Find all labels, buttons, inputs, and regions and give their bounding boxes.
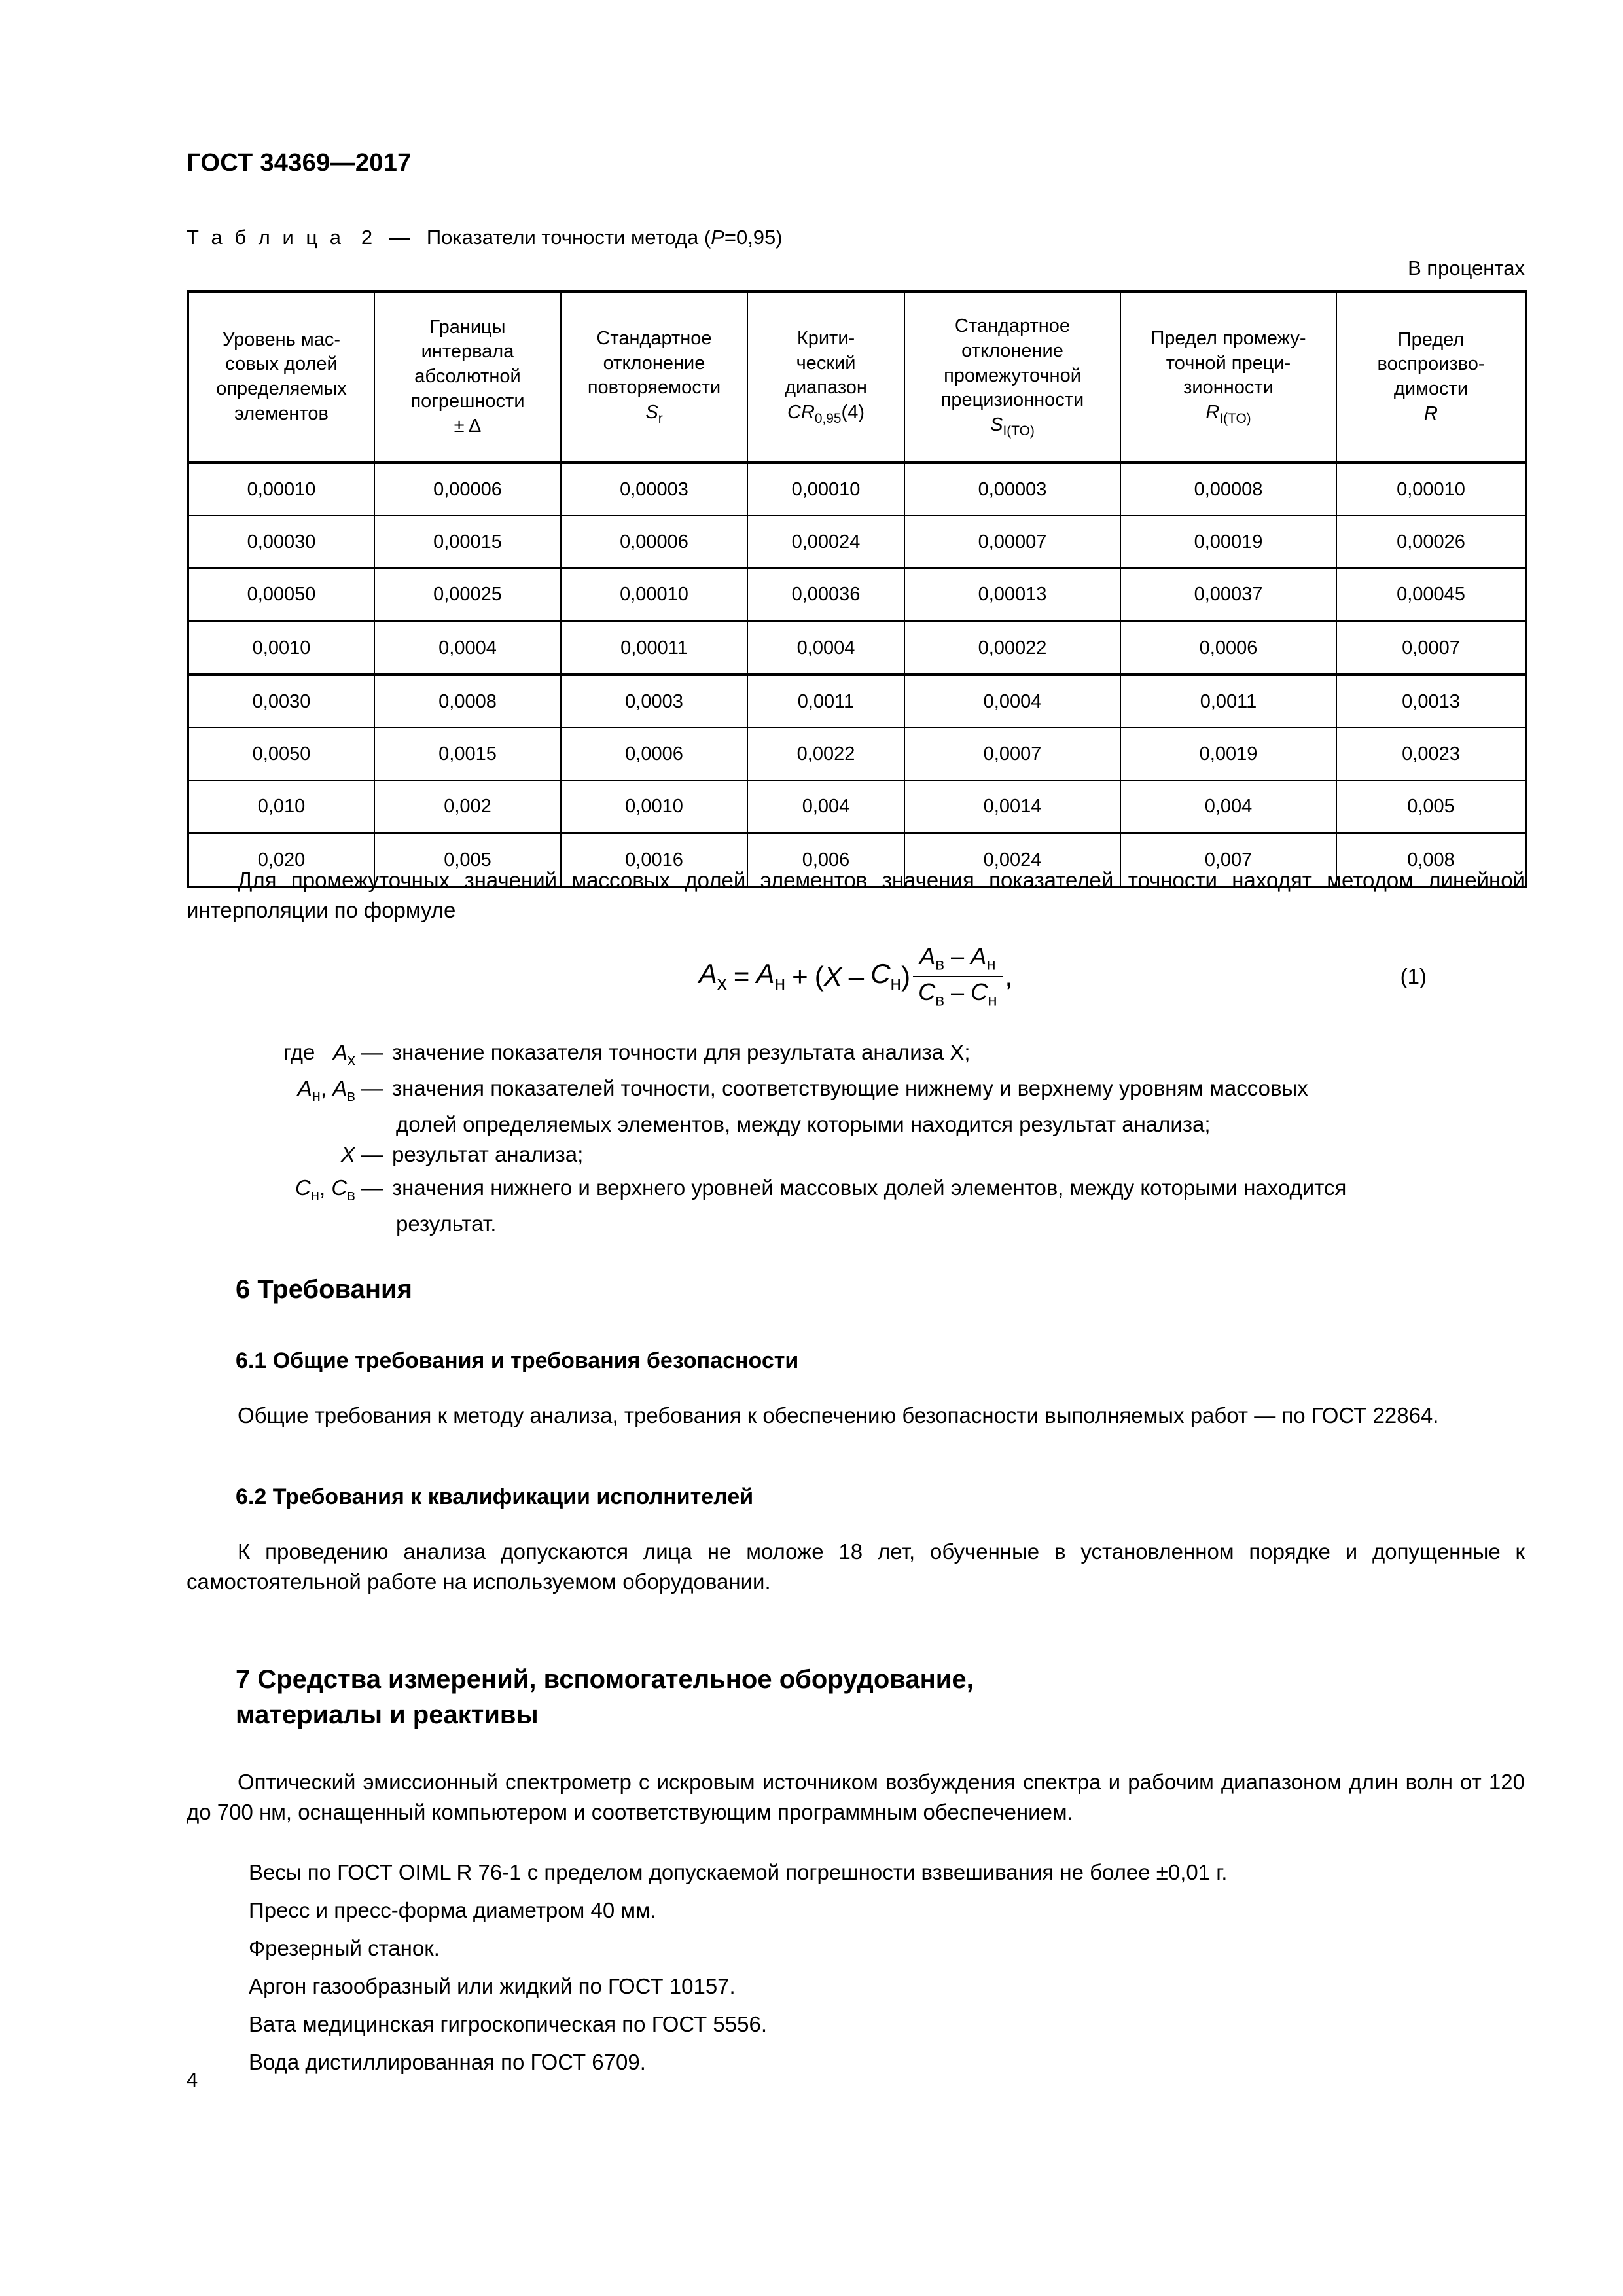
table-cell: 0,00011: [561, 621, 747, 675]
table-cell: 0,00010: [561, 568, 747, 621]
table-cell: 0,0004: [747, 621, 904, 675]
table-cell: 0,005: [374, 833, 561, 887]
table-units-note: В процентах: [1408, 257, 1525, 279]
col-header-si: Стандартное отклонение промежуточной прецизионности $S_{I(TO)}$: [904, 291, 1120, 463]
col-header-ri: Предел промежу- точной преци- зионности $R_{I(TO)}$: [1120, 291, 1336, 463]
table-caption-dash: —: [389, 226, 410, 249]
table-cell: 0,00024: [747, 516, 904, 568]
col-header-r-symbol: R: [1424, 403, 1438, 424]
table-header-row: [188, 291, 1526, 463]
formula-fraction-denominator: $C_в - C_н$: [913, 976, 1002, 1011]
formula-an: $A_н$: [756, 958, 786, 994]
section-6-1-heading: 6.1 Общие требования и требования безопасности: [236, 1348, 799, 1373]
table-row: [188, 675, 1526, 728]
where-text-an-av-cont: долей определяемых элементов, между которыми находится результат анализа;: [396, 1112, 1211, 1137]
table-caption-text: Показатели точности метода (: [426, 226, 711, 249]
table-cell: 0,0006: [1120, 621, 1336, 675]
table-cell: 0,00045: [1336, 568, 1526, 621]
table-cell: 0,0007: [1336, 621, 1526, 675]
table-cell: 0,006: [747, 833, 904, 887]
equipment-item-press: Пресс и пресс-форма диаметром 40 мм.: [249, 1898, 656, 1922]
where-lead-cn-cv: $C_н$, $C_в$ —: [295, 1175, 383, 1204]
col-header-abs-error-symbol: ± Δ: [454, 415, 482, 437]
table-cell: 0,0015: [374, 728, 561, 780]
col-header-sr-subscript: r: [658, 410, 663, 426]
table-row: [188, 728, 1526, 780]
table-cell: 0,00003: [561, 463, 747, 516]
formula-plus: +: [792, 960, 808, 992]
where-text-cn-cv: значения нижнего и верхнего уровней массовых долей элементов, между которыми находится: [392, 1175, 1347, 1200]
where-item: [187, 1037, 1525, 1071]
col-header-cr-symbol: CR: [787, 402, 815, 423]
table-cell: 0,0011: [747, 675, 904, 728]
table-cell: 0,007: [1120, 833, 1336, 887]
table-caption-label: Т а б л и ц а: [187, 226, 345, 249]
table-cell: 0,002: [374, 780, 561, 833]
where-item: [187, 1173, 1525, 1206]
col-header-level: Уровень мас- совых долей определяемых элементов: [188, 291, 374, 463]
table-cell: 0,00003: [904, 463, 1120, 516]
table-caption: [187, 226, 783, 249]
where-lead-an-av: $A_н$, $A_в$ —: [297, 1076, 383, 1105]
where-label: где: [283, 1040, 315, 1064]
table-cell: 0,00030: [188, 516, 374, 568]
table-row: [188, 621, 1526, 675]
col-header-r: Предел воспроизво- димости R: [1336, 291, 1526, 463]
equation-number: (1): [1400, 963, 1427, 988]
where-item: [187, 1139, 1525, 1170]
table-cell: 0,00010: [747, 463, 904, 516]
table-cell: 0,0007: [904, 728, 1120, 780]
section-7-heading-line-1: 7 Средства измерений, вспомогательное оборудование,: [236, 1665, 974, 1694]
where-text-x: результат анализа;: [392, 1142, 584, 1167]
equipment-item-milling-machine: Фрезерный станок.: [249, 1936, 440, 1960]
table-cell: 0,00013: [904, 568, 1120, 621]
section-6-heading: 6 Требования: [236, 1275, 412, 1304]
section-6-2-heading: 6.2 Требования к квалификации исполнителей: [236, 1484, 754, 1509]
formula-minus: –: [848, 960, 865, 992]
table-cell: 0,00006: [374, 463, 561, 516]
table-caption-tail: =0,95): [724, 226, 783, 249]
section-7-heading: [236, 1662, 974, 1732]
table-cell: 0,0050: [188, 728, 374, 780]
table-cell: 0,0006: [561, 728, 747, 780]
running-header: ГОСТ 34369—2017: [187, 149, 412, 177]
table-cell: 0,004: [1120, 780, 1336, 833]
where-lead-ax: где $A_x$ —: [283, 1040, 383, 1069]
table-cell: 0,00006: [561, 516, 747, 568]
table-cell: 0,005: [1336, 780, 1526, 833]
where-block: [187, 1037, 1525, 1239]
table-cell: 0,00037: [1120, 568, 1336, 621]
table-cell: 0,0024: [904, 833, 1120, 887]
page-number: 4: [187, 2068, 198, 2091]
formula-ax: $A_x$: [698, 958, 727, 994]
where-text-cn-cv-cont: результат.: [396, 1211, 497, 1236]
table-cell: 0,0010: [561, 780, 747, 833]
table-cell: 0,0003: [561, 675, 747, 728]
table-cell: 0,0004: [374, 621, 561, 675]
table-cell: 0,00015: [374, 516, 561, 568]
col-header-sr: Стандартное отклонение повторяемости $S_r$: [561, 291, 747, 463]
col-header-sr-symbol: S: [645, 402, 658, 423]
table-cell: 0,0023: [1336, 728, 1526, 780]
table-cell: 0,0008: [374, 675, 561, 728]
table-cell: 0,008: [1336, 833, 1526, 887]
table-cell: 0,004: [747, 780, 904, 833]
table-cell: 0,00026: [1336, 516, 1526, 568]
formula-cn: $C_н$: [870, 958, 902, 994]
table-row: [188, 516, 1526, 568]
col-header-abs-error: Границы интервала абсолютной погрешности ± Δ: [374, 291, 561, 463]
table-cell: 0,00025: [374, 568, 561, 621]
table-cell: 0,00007: [904, 516, 1120, 568]
table-cell: 0,0022: [747, 728, 904, 780]
col-header-cr-subscript: 0,95: [814, 410, 842, 426]
table-cell: 0,0014: [904, 780, 1120, 833]
formula-row: [187, 942, 1525, 1010]
equipment-item-distilled-water: Вода дистиллированная по ГОСТ 6709.: [249, 2050, 646, 2074]
table-caption-symbol: P: [711, 226, 724, 249]
equipment-item-scales: Весы по ГОСТ OIML R 76-1 с пределом допускаемой погрешности взвешивания не более ±0,01 г.: [249, 1860, 1228, 1884]
precision-table-wrapper: [187, 290, 1525, 888]
where-lead-x: X —: [340, 1142, 383, 1167]
table-cell: 0,00022: [904, 621, 1120, 675]
where-item: [187, 1073, 1525, 1107]
col-header-ri-subscript: I(TO): [1219, 410, 1251, 426]
table-cell: 0,0011: [1120, 675, 1336, 728]
formula-close-paren: ): [901, 960, 911, 992]
table-cell: 0,0016: [561, 833, 747, 887]
where-text-ax: значение показателя точности для результата анализа X;: [392, 1040, 971, 1064]
section-6-1-text: Общие требования к методу анализа, требования к обеспечению безопасности выполняемых работ — по ГОСТ 22864.: [238, 1403, 1439, 1427]
table-cell: 0,010: [188, 780, 374, 833]
table-cell: 0,020: [188, 833, 374, 887]
formula-open-paren: (: [814, 960, 824, 992]
table-cell: 0,00019: [1120, 516, 1336, 568]
table-cell: 0,0019: [1120, 728, 1336, 780]
col-header-si-subscript: I(TO): [1003, 423, 1035, 439]
col-header-si-symbol: S: [990, 414, 1003, 435]
table-cell: 0,00010: [1336, 463, 1526, 516]
table-row: [188, 463, 1526, 516]
col-header-critical-range: Крити- ческий диапазон $CR_{0,95}(4)$: [747, 291, 904, 463]
formula-fraction-numerator: $A_в - A_н$: [919, 942, 996, 974]
table-cell: 0,0010: [188, 621, 374, 675]
col-header-cr-tail: (4): [841, 402, 865, 423]
table-cell: 0,00010: [188, 463, 374, 516]
table-cell: 0,00036: [747, 568, 904, 621]
table-cell: 0,0013: [1336, 675, 1526, 728]
table-cell: 0,0004: [904, 675, 1120, 728]
formula-fraction: [913, 942, 1002, 1010]
equipment-item-argon: Аргон газообразный или жидкий по ГОСТ 10157.: [249, 1974, 736, 1998]
section-6-2-text: К проведению анализа допускаются лица не моложе 18 лет, обученные в установленном порядке и допущенные к самостоятельной работе на используемом оборудовании.: [187, 1539, 1525, 1594]
table-cell: 0,0030: [188, 675, 374, 728]
interpolation-paragraph: Для промежуточных значений массовых долей элементов значения показателей точности находят методом линейной интерполяции по формуле: [187, 868, 1525, 923]
formula-x: X: [823, 960, 842, 992]
formula-equals: =: [733, 960, 750, 992]
interpolation-formula: [699, 942, 1012, 1010]
section-7-intro: Оптический эмиссионный спектрометр с искровым источником возбуждения спектра и рабочим диапазоном длин волн от 120 до 700 нм, оснащенный компьютером и соответствующим программным обеспечением.: [187, 1770, 1525, 1825]
equipment-item-cotton-wool: Вата медицинская гигроскопическая по ГОСТ 5556.: [249, 2012, 768, 2036]
table-cell: 0,00050: [188, 568, 374, 621]
formula-trailing-comma: ,: [1005, 960, 1013, 992]
table-row: [188, 568, 1526, 621]
table-cell: 0,00008: [1120, 463, 1336, 516]
precision-table: [187, 290, 1527, 888]
col-header-ri-symbol: R: [1205, 402, 1220, 423]
table-row: [188, 780, 1526, 833]
table-body: [188, 463, 1526, 887]
section-7-heading-line-2: материалы и реактивы: [236, 1700, 539, 1729]
table-caption-number: 2: [361, 226, 373, 249]
where-text-an-av: значения показателей точности, соответствующие нижнему и верхнему уровням массовых: [392, 1076, 1308, 1101]
